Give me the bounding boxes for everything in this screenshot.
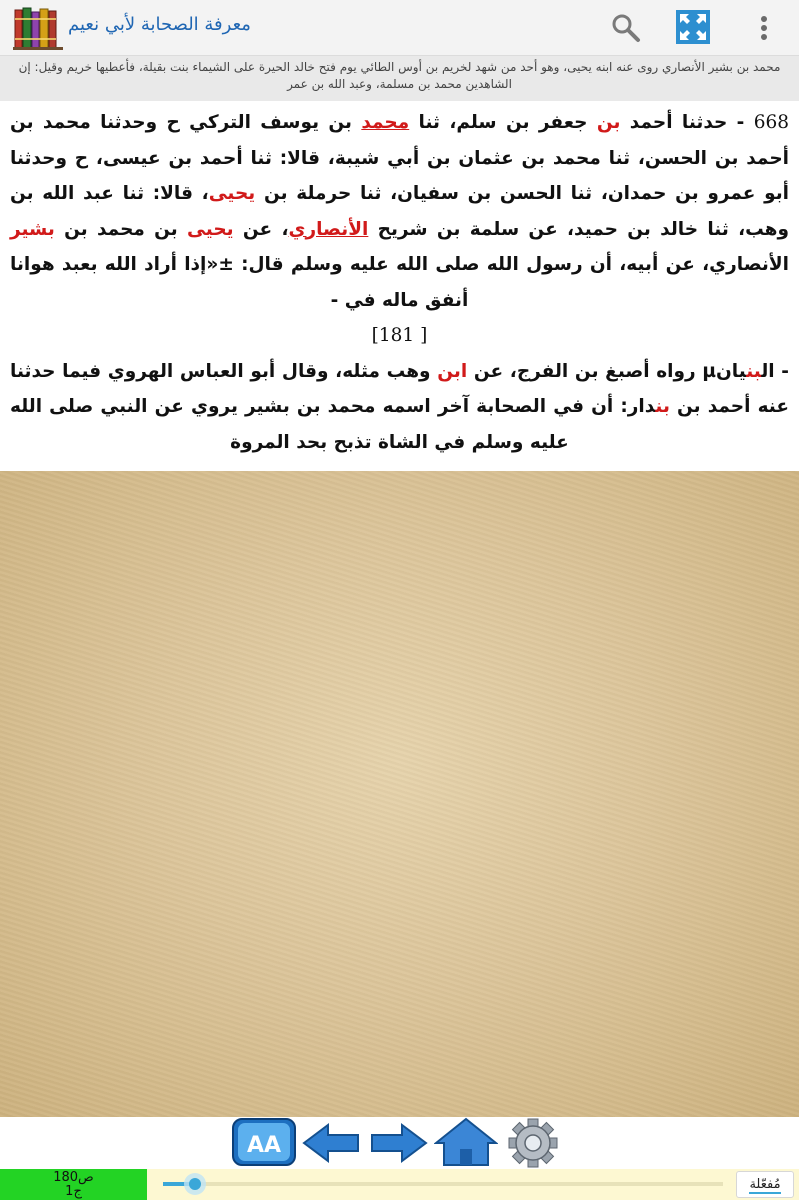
highlight-word: يحيى: [208, 183, 256, 204]
back-button[interactable]: [300, 1117, 362, 1169]
highlight-word: بن: [655, 396, 670, 417]
fullscreen-icon[interactable]: [676, 10, 710, 44]
bottom-toolbar: [0, 1117, 799, 1169]
app-bar: [0, 0, 799, 56]
book-text: [0, 101, 799, 471]
bookmark-label: مُفعّلة: [749, 1177, 781, 1192]
text-run: الأنصاري، عن أبيه، أن رسول الله صلى الله عليه وسلم قال: ±«إذا أراد الله بعبد هوانا أنفق ماله في -: [10, 254, 789, 311]
forward-arrow-icon: [368, 1117, 430, 1169]
text-run: ، عن: [233, 218, 289, 240]
text-run: جعفر بن سلم، ثنا: [409, 112, 597, 133]
back-arrow-icon: [300, 1117, 362, 1169]
text-run: - ال: [761, 360, 789, 382]
highlight-word: محمد: [361, 112, 410, 133]
app-title: معرفة الصحابة لأبي نعيم: [68, 14, 251, 35]
font-size-label: AA: [246, 1133, 282, 1158]
text-run: يانµ رواه أصبغ بن الفرج، عن: [467, 360, 747, 382]
highlight-word: الأنصاري: [288, 218, 369, 240]
chapter-summary: محمد بن بشير الأنصاري روى عنه ابنه يحيى، وهو أحد من شهد لخريم بن أوس الطائي يوم فتح خالد الحيرة على الشيماء بنت بقيلة، فأعطيها خريم وقيل: إن الشاهدين محمد بن مسلمة، وعبد الله بن عمر: [0, 56, 799, 101]
settings-gear-icon: [500, 1117, 566, 1169]
hadith-paragraph: [10, 105, 789, 318]
parchment-background: [0, 471, 799, 1117]
highlight-word: يحيى: [187, 218, 234, 240]
page-indicator: [0, 1169, 147, 1200]
highlight-word: بن: [746, 360, 762, 382]
commentary-paragraph: [10, 354, 789, 461]
text-run: بن محمد بن: [54, 218, 188, 240]
home-icon: [434, 1117, 498, 1169]
text-run: - حدثنا أحمد: [620, 112, 754, 133]
status-bar: [0, 1169, 799, 1200]
highlight-word: بن: [596, 112, 621, 133]
text-run: ، قالا: ثنا عبد الله بن وهب، ثنا خالد بن حميد، عن سلمة بن شريح: [10, 183, 790, 240]
page-slider-track[interactable]: [163, 1182, 723, 1186]
text-run: وهب مثله، وقال أبو العباس الهروي فيما حدثنا عنه أحمد بن: [10, 360, 789, 417]
font-size-icon: [230, 1117, 298, 1169]
text-run: دار: أن في الصحابة آخر اسمه محمد بن بشير يروي عن النبي صلى الله عليه وسلم في الشاة تذبح بحد المروة: [10, 396, 656, 453]
home-button[interactable]: [434, 1117, 498, 1169]
page-marker: [ 181]: [371, 325, 428, 346]
overflow-menu-icon[interactable]: [752, 12, 776, 44]
search-icon[interactable]: [610, 12, 642, 44]
parchment-texture: [0, 471, 799, 1117]
bookmark-toggle[interactable]: [736, 1171, 794, 1198]
page-slider-thumb[interactable]: [180, 1172, 210, 1196]
highlight-word: ابن: [437, 360, 468, 382]
font-size-button[interactable]: [230, 1117, 298, 1169]
books-icon[interactable]: [13, 6, 63, 50]
settings-button[interactable]: [500, 1117, 566, 1169]
volume-number: ج1: [65, 1184, 82, 1199]
highlight-word: بشير: [10, 218, 55, 240]
forward-button[interactable]: [368, 1117, 430, 1169]
page-number: ص180: [53, 1170, 94, 1185]
text-run: بن يوسف التركي ح وحدثنا محمد بن أحمد بن الحسن، ثنا محمد بن عثمان بن أبي شيبة، قالا: ثنا أحمد بن عيسى، ح وحدثنا أبو عمرو بن حمدان، ثنا الحسن بن سفيان، ثنا حرملة بن: [10, 112, 789, 204]
hadith-number: 668: [753, 112, 790, 133]
